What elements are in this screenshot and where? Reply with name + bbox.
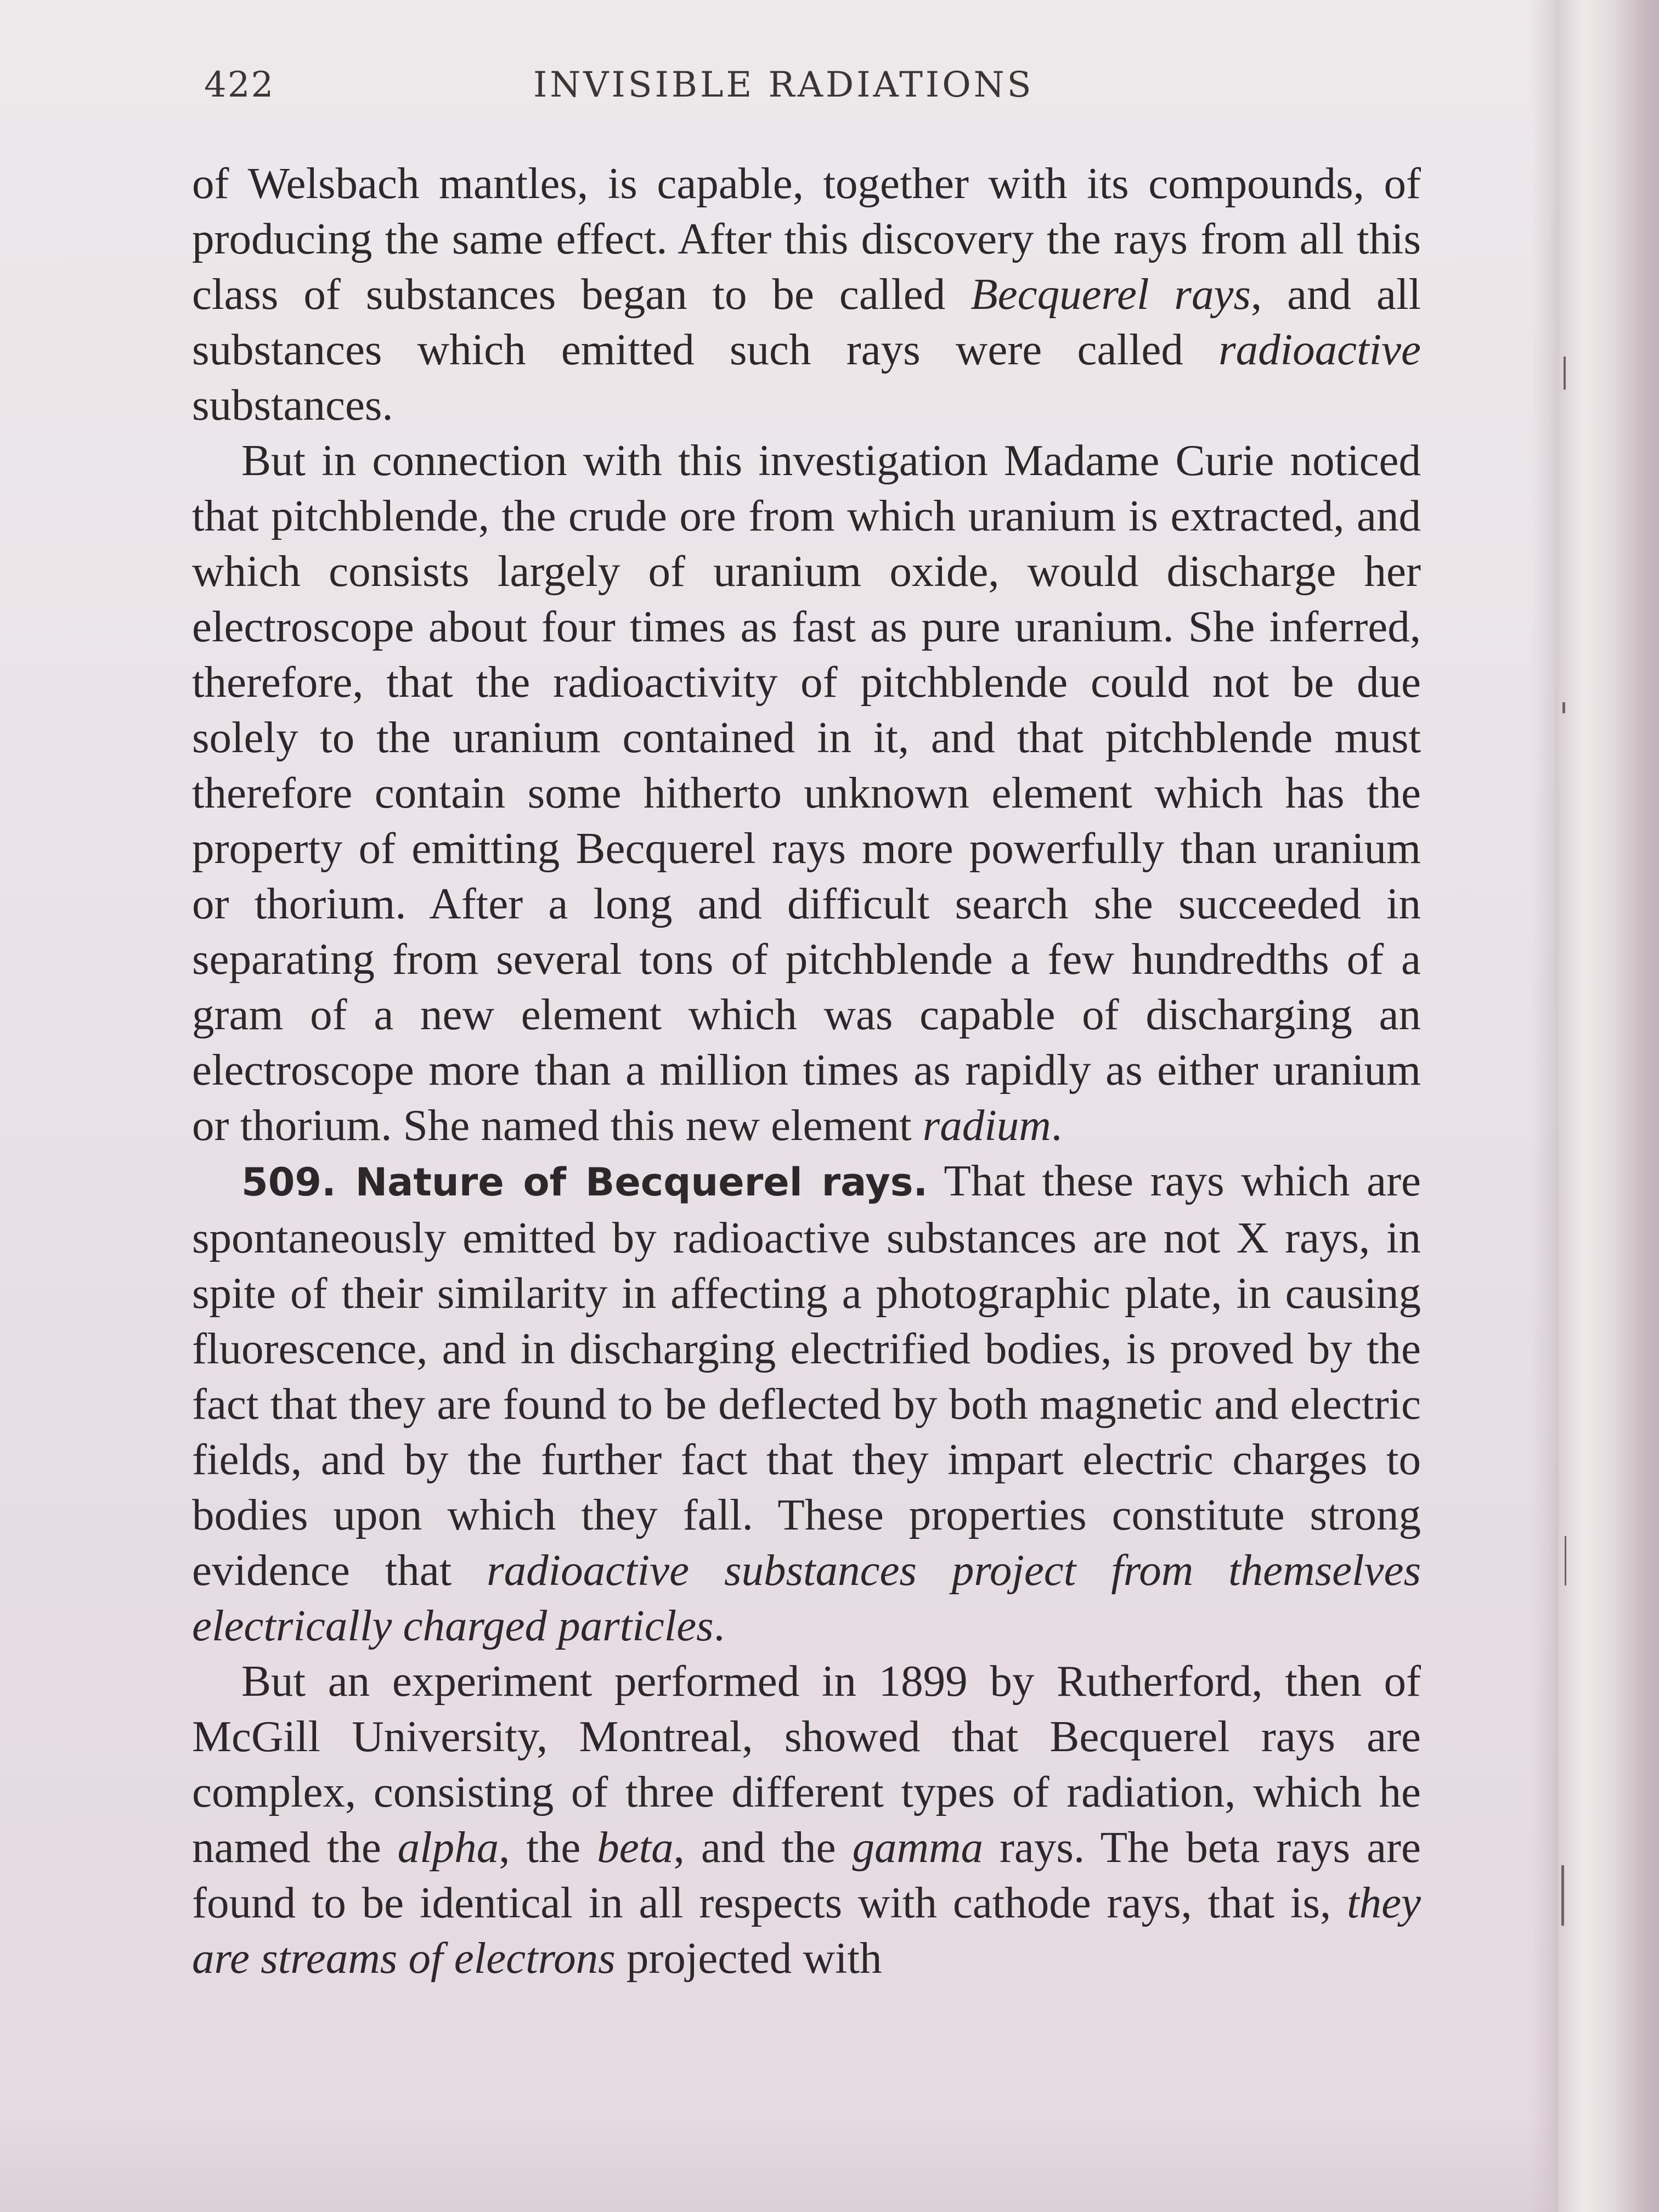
italic-text: radium — [922, 1101, 1051, 1150]
italic-text: radioactive substances project from themselves electrically charged particles — [192, 1545, 1421, 1650]
edge-mark — [1561, 1865, 1564, 1926]
text-run: , and all substances which emitted such rays were called — [192, 269, 1421, 374]
italic-text: they are streams of electrons — [192, 1878, 1421, 1983]
edge-mark — [1564, 357, 1566, 390]
text-run: That these rays which are spontaneously emitted by radioactive substances are not X rays, in spite of their similarity in affecting a photographic plate, in causing fluorescence, and in discharging electrified bodies, is proved by the fact that they are found to be deflected by both magnetic and electric fields, and by the further fact that they impart electric charges to bodies upon which they fall. These properties constitute strong evidence that — [192, 1156, 1421, 1595]
body-text — [192, 156, 1421, 1986]
italic-text: Becquerel rays — [970, 269, 1251, 319]
text-run: of Welsbach mantles, is capable, together with its compounds, of producing the same effect. After this discovery the rays from all this class of substances began to be called — [192, 159, 1421, 319]
italic-text: radioactive — [1218, 325, 1421, 374]
facing-page-edge — [1558, 0, 1659, 2212]
text-run: . — [713, 1601, 725, 1650]
text-run: substances. — [192, 380, 393, 430]
text-run: projected with — [615, 1933, 882, 1983]
italic-text: gamma — [852, 1822, 984, 1872]
paragraph — [192, 433, 1421, 1153]
page-header — [204, 65, 1444, 125]
italic-text: alpha — [397, 1822, 499, 1872]
page-bottom-shadow — [0, 2118, 1558, 2212]
text-run: But in connection with this investigation Madame Curie noticed that pitchblende, the crude ore from which uranium is extracted, and which consists largely of uranium oxide, would discharge her electroscope about four times as fast as pure uranium. She inferred, therefore, that the radioactivity of pitchblende could not be due solely to the uranium contained in it, and that pitchblende must therefore contain some hitherto unknown element which has the property of emitting Becquerel rays more powerfully than uranium or thorium. After a long and difficult search she succeeded in separating from several tons of pitchblende a few hundredths of a gram of a new element which was capable of discharging an electroscope more than a million times as rapidly as either uranium or thorium. She named this new element — [192, 436, 1421, 1150]
paragraph — [192, 1654, 1421, 1986]
text-run: , the — [499, 1822, 597, 1872]
paragraph — [192, 156, 1421, 433]
edge-mark — [1562, 702, 1565, 713]
running-head: INVISIBLE RADIATIONS — [533, 65, 1034, 105]
page-number: 422 — [204, 65, 275, 105]
text-run: rays. The beta rays are found to be identical in all respects with cathode rays, that is, — [192, 1822, 1421, 1927]
text-run: But an experiment performed in 1899 by Rutherford, then of McGill University, Montreal, showed that Becquerel rays are complex, consisting of three different types of radiation, which he named the — [192, 1656, 1421, 1872]
text-run: . — [1051, 1101, 1062, 1150]
page-fold-shadow — [1531, 0, 1558, 2212]
text-run: , and the — [673, 1822, 853, 1872]
section-heading: 509. Nature of Becquerel rays. — [241, 1160, 928, 1205]
edge-mark — [1565, 1536, 1566, 1585]
italic-text: beta — [597, 1822, 674, 1872]
paragraph — [192, 1153, 1421, 1654]
